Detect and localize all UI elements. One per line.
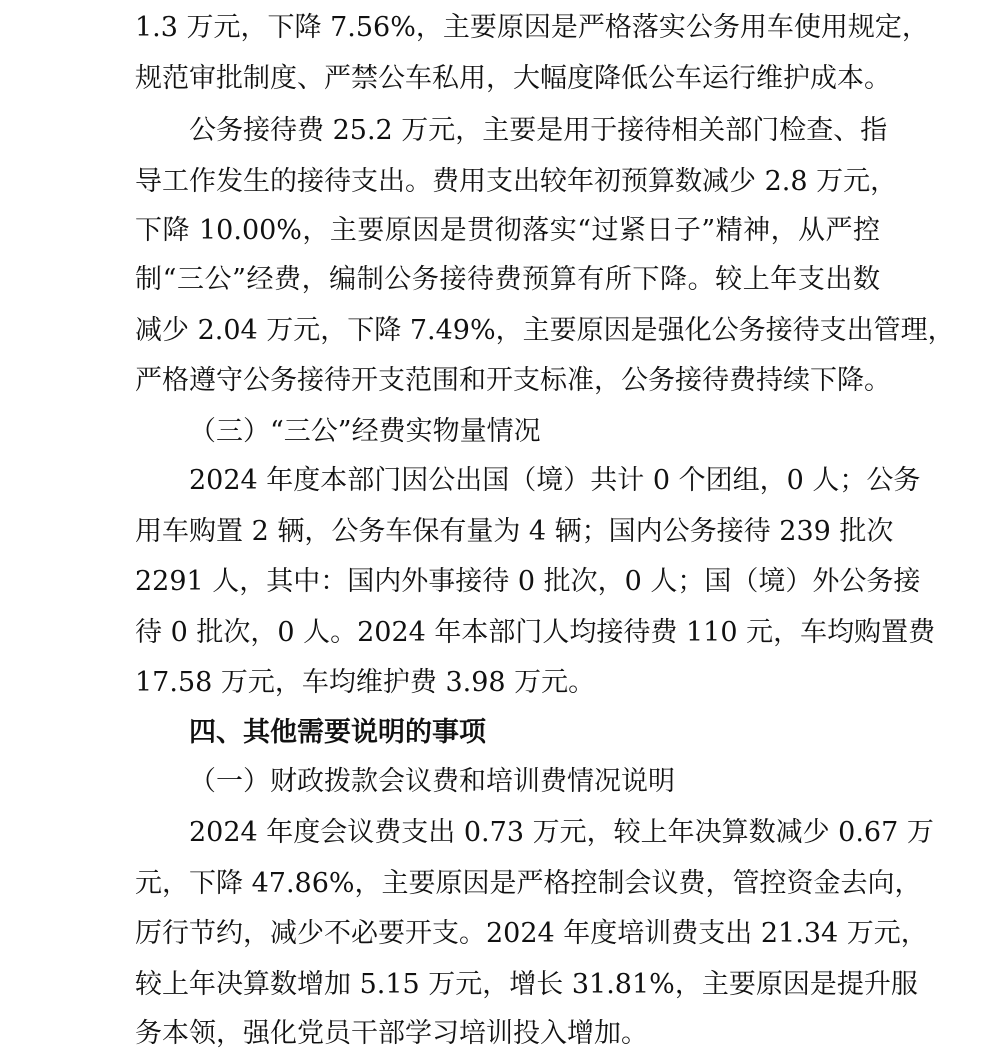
paragraph-line: 17.58 万元，车均维护费 3.98 万元。 <box>135 667 596 698</box>
section-heading: 四、其他需要说明的事项 <box>189 717 486 748</box>
paragraph-line: 厉行节约，减少不必要开支。2024 年度培训费支出 21.34 万元， <box>135 918 928 949</box>
paragraph-line: 2291 人，其中：国内外事接待 0 批次，0 人；国（境）外公务接 <box>135 566 921 597</box>
paragraph-line: 减少 2.04 万元，下降 7.49%，主要原因是强化公务接待支出管理， <box>135 315 955 346</box>
paragraph-line: 元，下降 47.86%，主要原因是严格控制会议费，管控资金去向， <box>135 868 922 899</box>
paragraph-line: 制“三公”经费，编制公务接待费预算有所下降。较上年支出数 <box>135 264 880 295</box>
section-heading: （三）“三公”经费实物量情况 <box>189 416 541 447</box>
paragraph-line: 严格遵守公务接待开支范围和开支标准，公务接待费持续下降。 <box>135 365 891 396</box>
paragraph-line: 务本领，强化党员干部学习培训投入增加。 <box>135 1018 648 1049</box>
paragraph-line: 待 0 批次，0 人。2024 年本部门人均接待费 110 元，车均购置费 <box>135 617 936 648</box>
paragraph-line: 2024 年度本部门因公出国（境）共计 0 个团组，0 人；公务 <box>189 465 921 496</box>
paragraph-line: 规范审批制度、严禁公车私用，大幅度降低公车运行维护成本。 <box>135 63 891 94</box>
paragraph-line: 下降 10.00%，主要原因是贯彻落实“过紧日子”精神，从严控 <box>135 215 880 246</box>
paragraph-line: 用车购置 2 辆，公务车保有量为 4 辆；国内公务接待 239 批次 <box>135 516 894 547</box>
paragraph-line: 较上年决算数增加 5.15 万元，增长 31.81%，主要原因是提升服 <box>135 969 918 1000</box>
subsection-heading: （一）财政拨款会议费和培训费情况说明 <box>189 766 675 797</box>
paragraph-line: 1.3 万元，下降 7.56%，主要原因是严格落实公务用车使用规定， <box>135 12 929 43</box>
paragraph-line: 2024 年度会议费支出 0.73 万元，较上年决算数减少 0.67 万 <box>189 817 934 848</box>
paragraph-line: 导工作发生的接待支出。费用支出较年初预算数减少 2.8 万元， <box>135 166 898 197</box>
paragraph-line: 公务接待费 25.2 万元，主要是用于接待相关部门检查、指 <box>189 115 888 146</box>
